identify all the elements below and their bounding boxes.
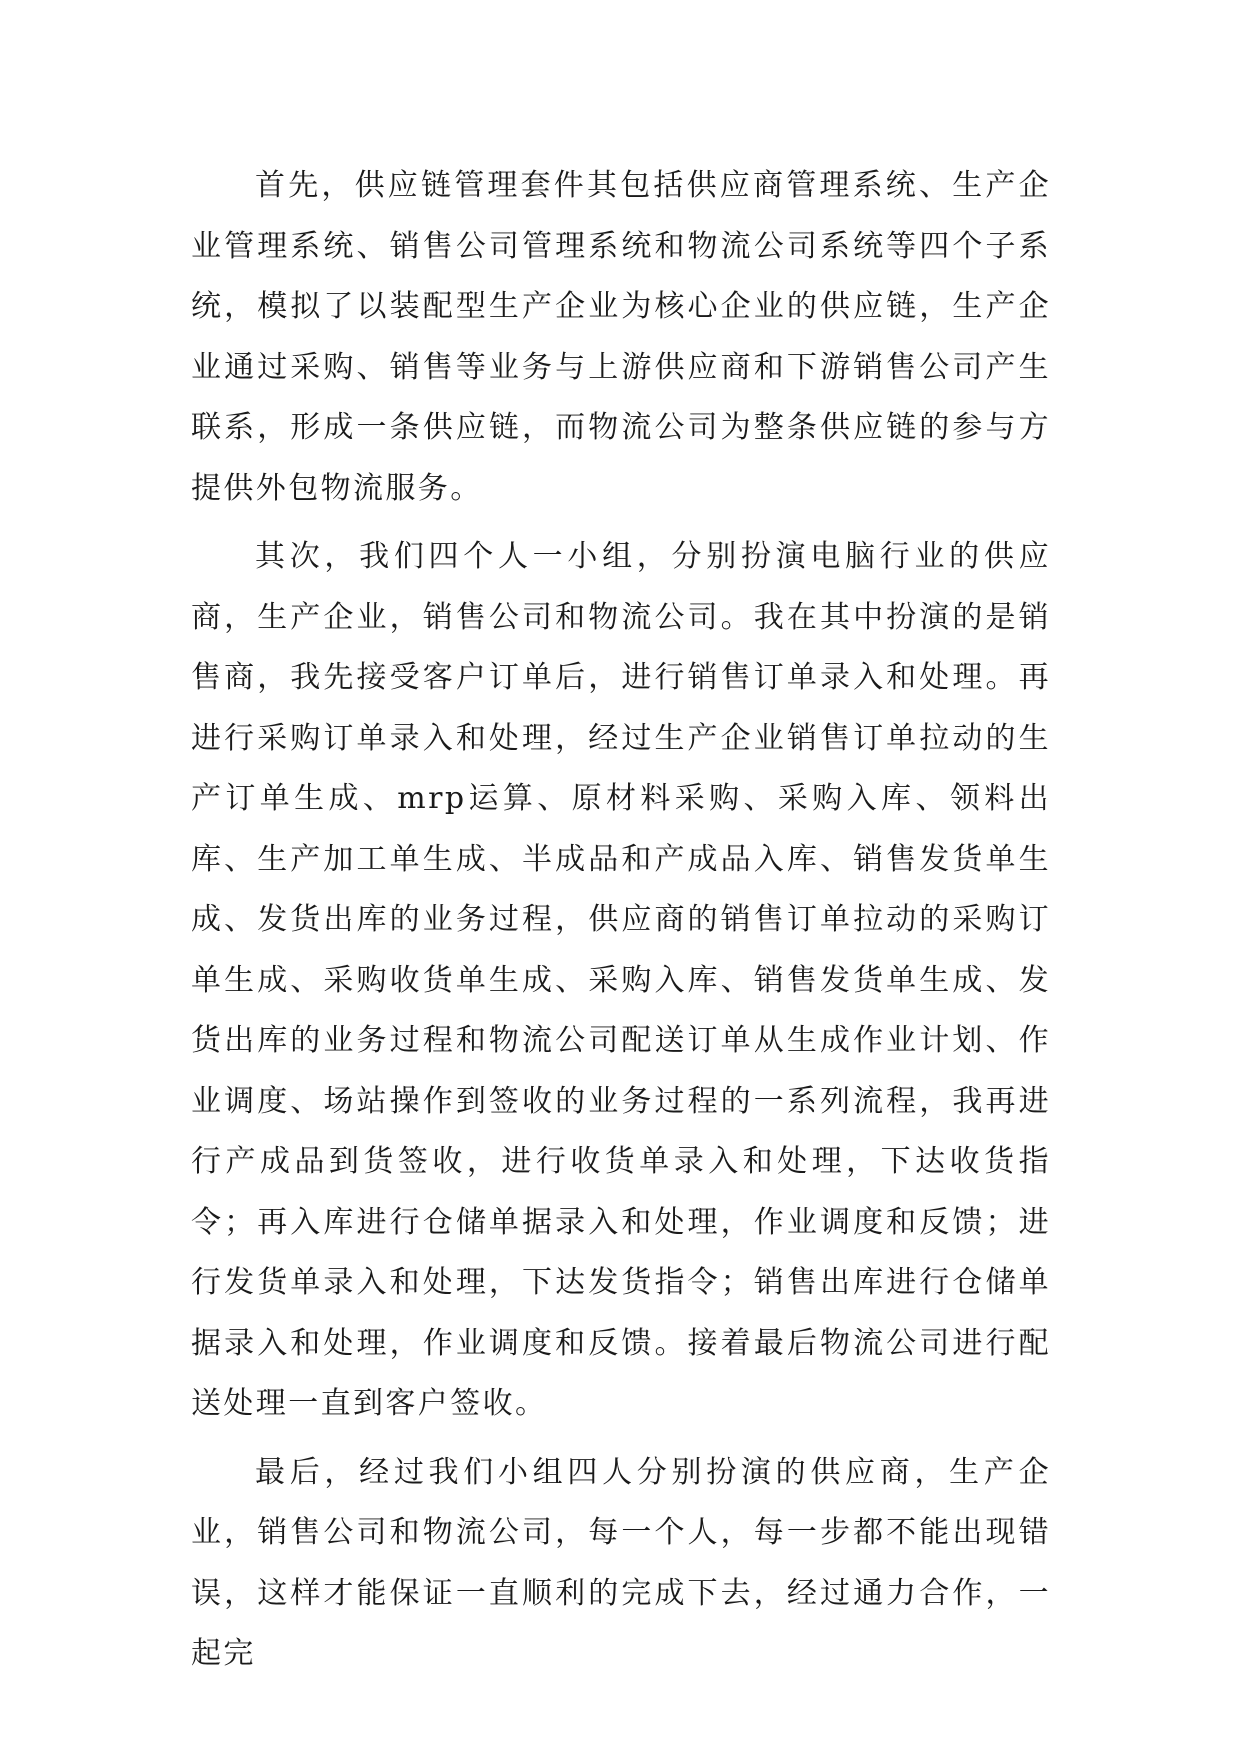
paragraph-first: 首先，供应链管理套件其包括供应商管理系统、生产企业管理系统、销售公司管理系统和物流公司系统等四个子系统，模拟了以装配型生产企业为核心企业的供应链，生产企业通过采购、销售等业务与上游供应商和下游销售公司产生联系，形成一条供应链，而物流公司为整条供应链的参与方提供外包物流服务。 <box>191 168 1051 506</box>
paragraph-third: 最后，经过我们小组四人分别扮演的供应商，生产企业，销售公司和物流公司，每一个人，每一步都不能出现错误，这样才能保证一直顺利的完成下去，经过通力合作，一起完 <box>191 1454 1051 1671</box>
paragraph-second: 其次，我们四个人一小组，分别扮演电脑行业的供应商，生产企业，销售公司和物流公司。我在其中扮演的是销售商，我先接受客户订单后，进行销售订单录入和处理。再进行采购订单录入和处理，经过生产企业销售订单拉动的生产订单生成、mrp运算、原材料采购、采购入库、领料出库、生产加工单生成、半成品和产成品入库、销售发货单生成、发货出库的业务过程，供应商的销售订单拉动的采购订单生成、采购收货单生成、采购入库、销售发货单生成、发货出库的业务过程和物流公司配送订单从生成作业计划、作业调度、场站操作到签收的业务过程的一系列流程，我再进行产成品到货签收，进行收货单录入和处理，下达收货指令；再入库进行仓储单据录入和处理，作业调度和反馈；进行发货单录入和处理，下达发货指令；销售出库进行仓储单据录入和处理，作业调度和反馈。接着最后物流公司进行配送处理一直到客户签收。 <box>191 539 1051 1421</box>
document-body <box>191 156 1051 1693</box>
